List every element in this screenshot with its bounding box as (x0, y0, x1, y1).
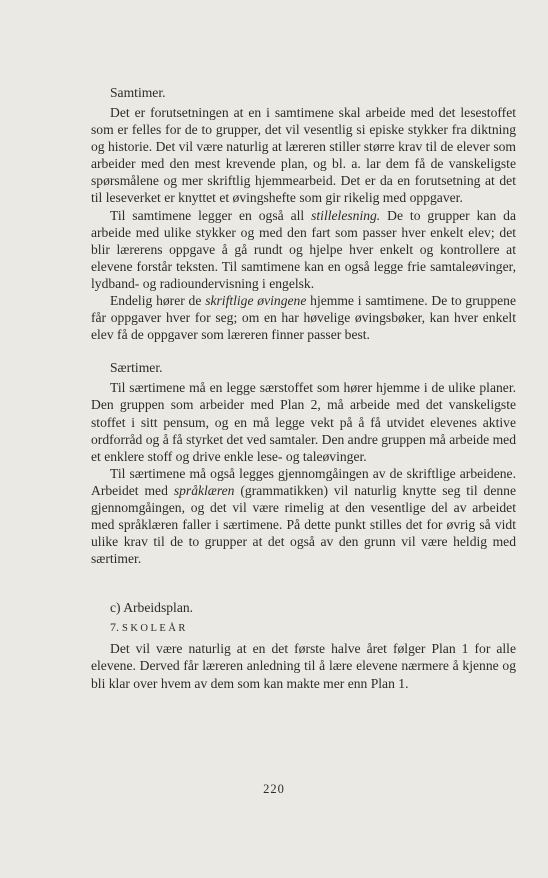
paragraph-text: hjemme i samtimene. De to gruppene får oppgaver hver for seg; om en har høvelige øvingsbøker, kan hver enkelt elev få de oppgaver som læreren finner passer best. (91, 293, 516, 343)
paragraph-text: De to grupper kan da arbeide med ulike stykker og med den fart som passer hver enkelt elev; det blir lærerens oppgave å gå rundt og hjelpe hver enkelt og kontrollere at elevene forstår teksten. Til samtimene kan en også legge frie samtaleøvinger, lydband- og radioundervisning i engelsk. (91, 207, 516, 291)
emphasis-spraklaeren: språklæren (173, 482, 235, 498)
paragraph-text: (grammatikken) vil naturlig knytte seg til denne gjennomgåingen, og det vil være rimelig at den vesentlige del av arbeidet med språklæren faller i særtimene. På dette punkt stilles det for øvrig så vidt ulike krav til de to grupper at det også av den grunn vil være heldig med særtimer. (91, 482, 516, 567)
page-number: 220 (263, 782, 285, 796)
paragraph-samtimer-2 (91, 207, 516, 292)
heading-arbeidsplan: c) Arbeidsplan. (110, 600, 194, 616)
paragraph-saertimer-1: Til særtimene må en legge særstoffet som hører hjemme i de ulike planer. Den gruppen som arbeider med Plan 2, må arbeide med det vanskeligste stoffet i sitt pensum, og en må legge vekt på å få utvidet elevenes aktive ordforråd og å få styrket det ved samtaler. Den andre gruppen må arbeide med et enklere stoff og drive enkle lese- og taleøvinger. (91, 380, 517, 464)
paragraph-text: Til særtimene må også legges gjennomgåingen av de skriftlige arbeidene. Arbeidet med (91, 465, 516, 498)
paragraph-samtimer-1: Det er forutsetningen at en i samtimene skal arbeide med det lesestoffet som er felles for de to grupper, det vil vesentlig si episke stykker fra diktning og historie. Det vil være naturlig at læreren stiller større krav til de elever som arbeider med den mest krevende plan, og bl. a. lar dem få de vanskeligste spørsmålene og mer skriftlig hjemmearbeid. Det er da en forutsetning at det til leseverket er knyttet et øvingshefte som gir rikelig med oppgaver. (91, 105, 516, 206)
heading-samtimer: Samtimer. (110, 85, 166, 100)
paragraph-skolear: Det vil være naturlig at en det første halve året følger Plan 1 for alle elevene. Derved får læreren anledning til å lære elevene nærmere å kjenne og bli klar over hvem av dem som kan makte mer enn Plan 1. (91, 641, 516, 691)
section-heading (110, 619, 516, 637)
emphasis-stillelesning: stillelesning. (311, 207, 381, 223)
paragraph-text: Til samtimene legger en også all (110, 207, 312, 223)
emphasis-skriftlige-ovingene: skriftlige øvingene (205, 293, 307, 309)
heading-saertimer: Særtimer. (110, 360, 163, 376)
paragraph-text: Endelig hører de (110, 293, 206, 309)
paragraph-saertimer-2 (91, 465, 516, 568)
paragraph-samtimer-3 (91, 292, 516, 343)
body-text (91, 84, 516, 692)
section-title: SKOLEÅR (122, 623, 188, 635)
section-number: 7. (110, 620, 119, 635)
